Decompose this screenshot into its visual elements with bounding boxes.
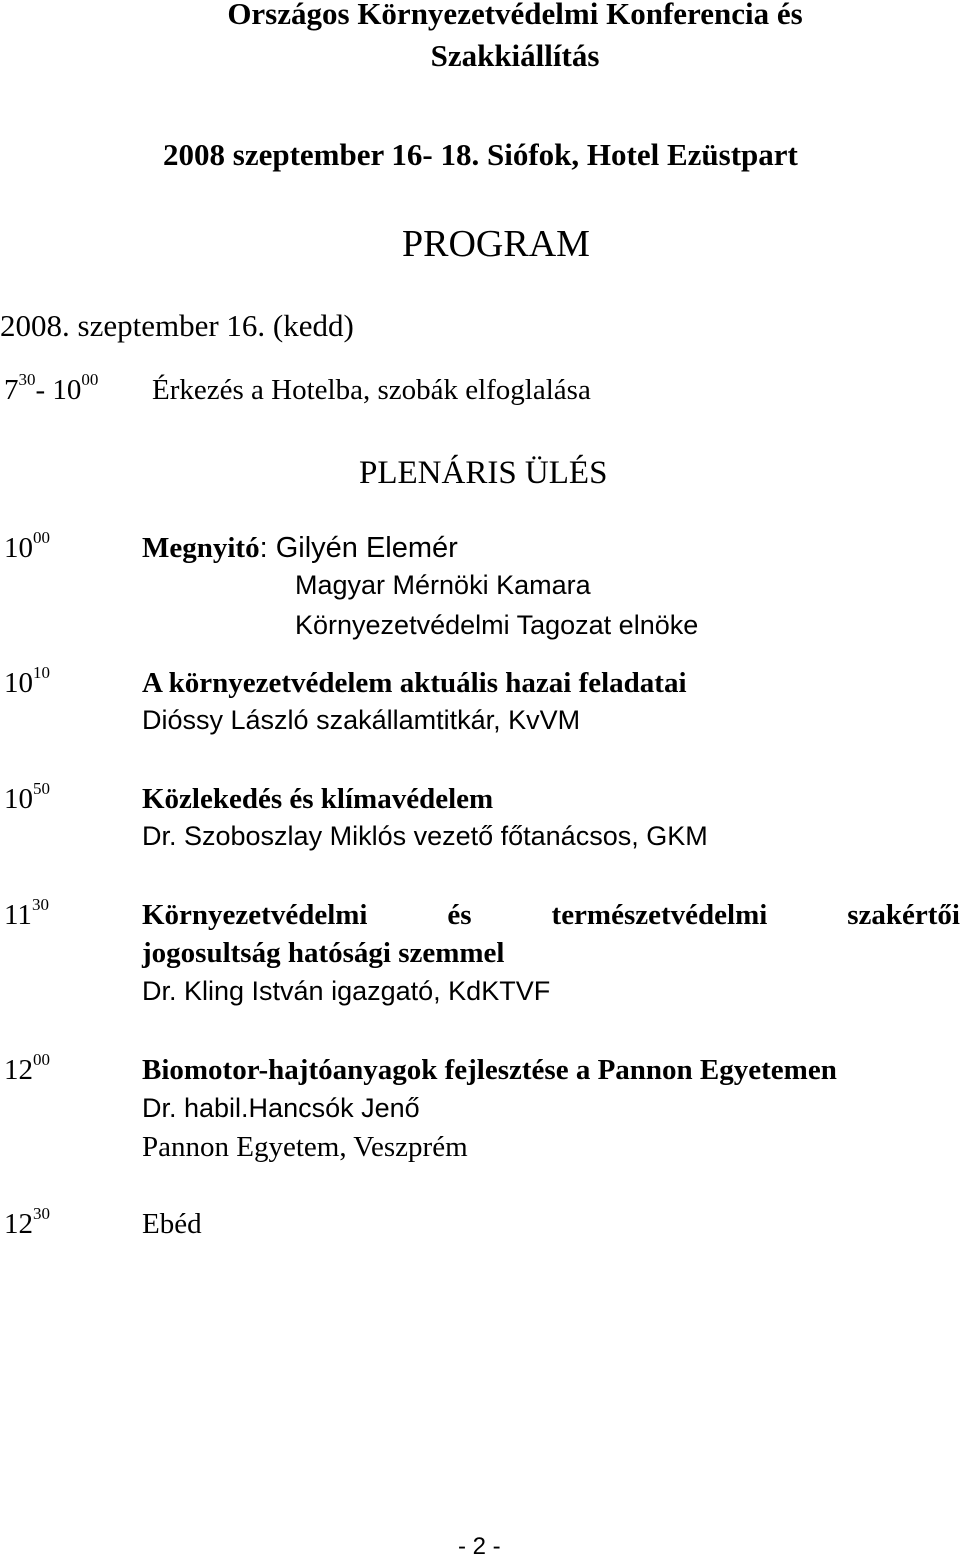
session-title: Közlekedés és klímavédelem [142, 783, 494, 815]
conference-title-line2: Szakkiállítás [430, 38, 600, 73]
session-title: Ebéd [142, 1208, 202, 1240]
arrival-text: Érkezés a Hotelba, szobák elfoglalása [152, 374, 591, 406]
day-label: 2008. szeptember 16. (kedd) [0, 308, 354, 343]
session-title: Biomotor-hajtóanyagok fejlesztése a Pannon Egyetemen [142, 1054, 837, 1086]
page-number: - 2 - [458, 1533, 501, 1560]
session-time: $11^{30}$ [4, 895, 49, 931]
conference-title-line1: Országos Környezetvédelmi Konferencia és [227, 0, 803, 31]
session-title: Környezetvédelmi és természetvédelmi szakértői [142, 899, 960, 931]
session-time: $12^{00}$ [4, 1050, 50, 1086]
session-speaker-line: Pannon Egyetem, Veszprém [142, 1131, 468, 1163]
session-speaker-line: Dr. Kling István igazgató, KdKTVF [142, 976, 551, 1006]
session-speaker-line: Környezetvédelmi Tagozat elnöke [295, 610, 699, 640]
session-time: $10^{50}$ [4, 779, 50, 815]
session-time: $12^{30}$ [4, 1204, 50, 1240]
session-title-line2: jogosultság hatósági szemmel [142, 937, 505, 969]
session-time: $10^{00}$ [4, 528, 50, 564]
session-speaker-line: Dr. habil.Hancsók Jenő [142, 1093, 420, 1123]
plenary-heading: PLENÁRIS ÜLÉS [359, 455, 608, 491]
program-heading: PROGRAM [402, 223, 590, 265]
session-title: A környezetvédelem aktuális hazai feladatai [142, 667, 687, 699]
session-speaker-line: Dr. Szoboszlay Miklós vezető főtanácsos, GKM [142, 821, 708, 851]
session-title: Megnyitó: Gilyén Elemér [142, 532, 458, 564]
arrival-time: $7^{30}-$ $10^{00}$ [4, 370, 99, 406]
conference-dates-location: 2008 szeptember 16- 18. Siófok, Hotel Ezüstpart [163, 137, 798, 172]
session-speaker-line: Dióssy László szakállamtitkár, KvVM [142, 705, 581, 735]
session-speaker-line: Magyar Mérnöki Kamara [295, 570, 591, 600]
session-time: $10^{10}$ [4, 663, 50, 699]
